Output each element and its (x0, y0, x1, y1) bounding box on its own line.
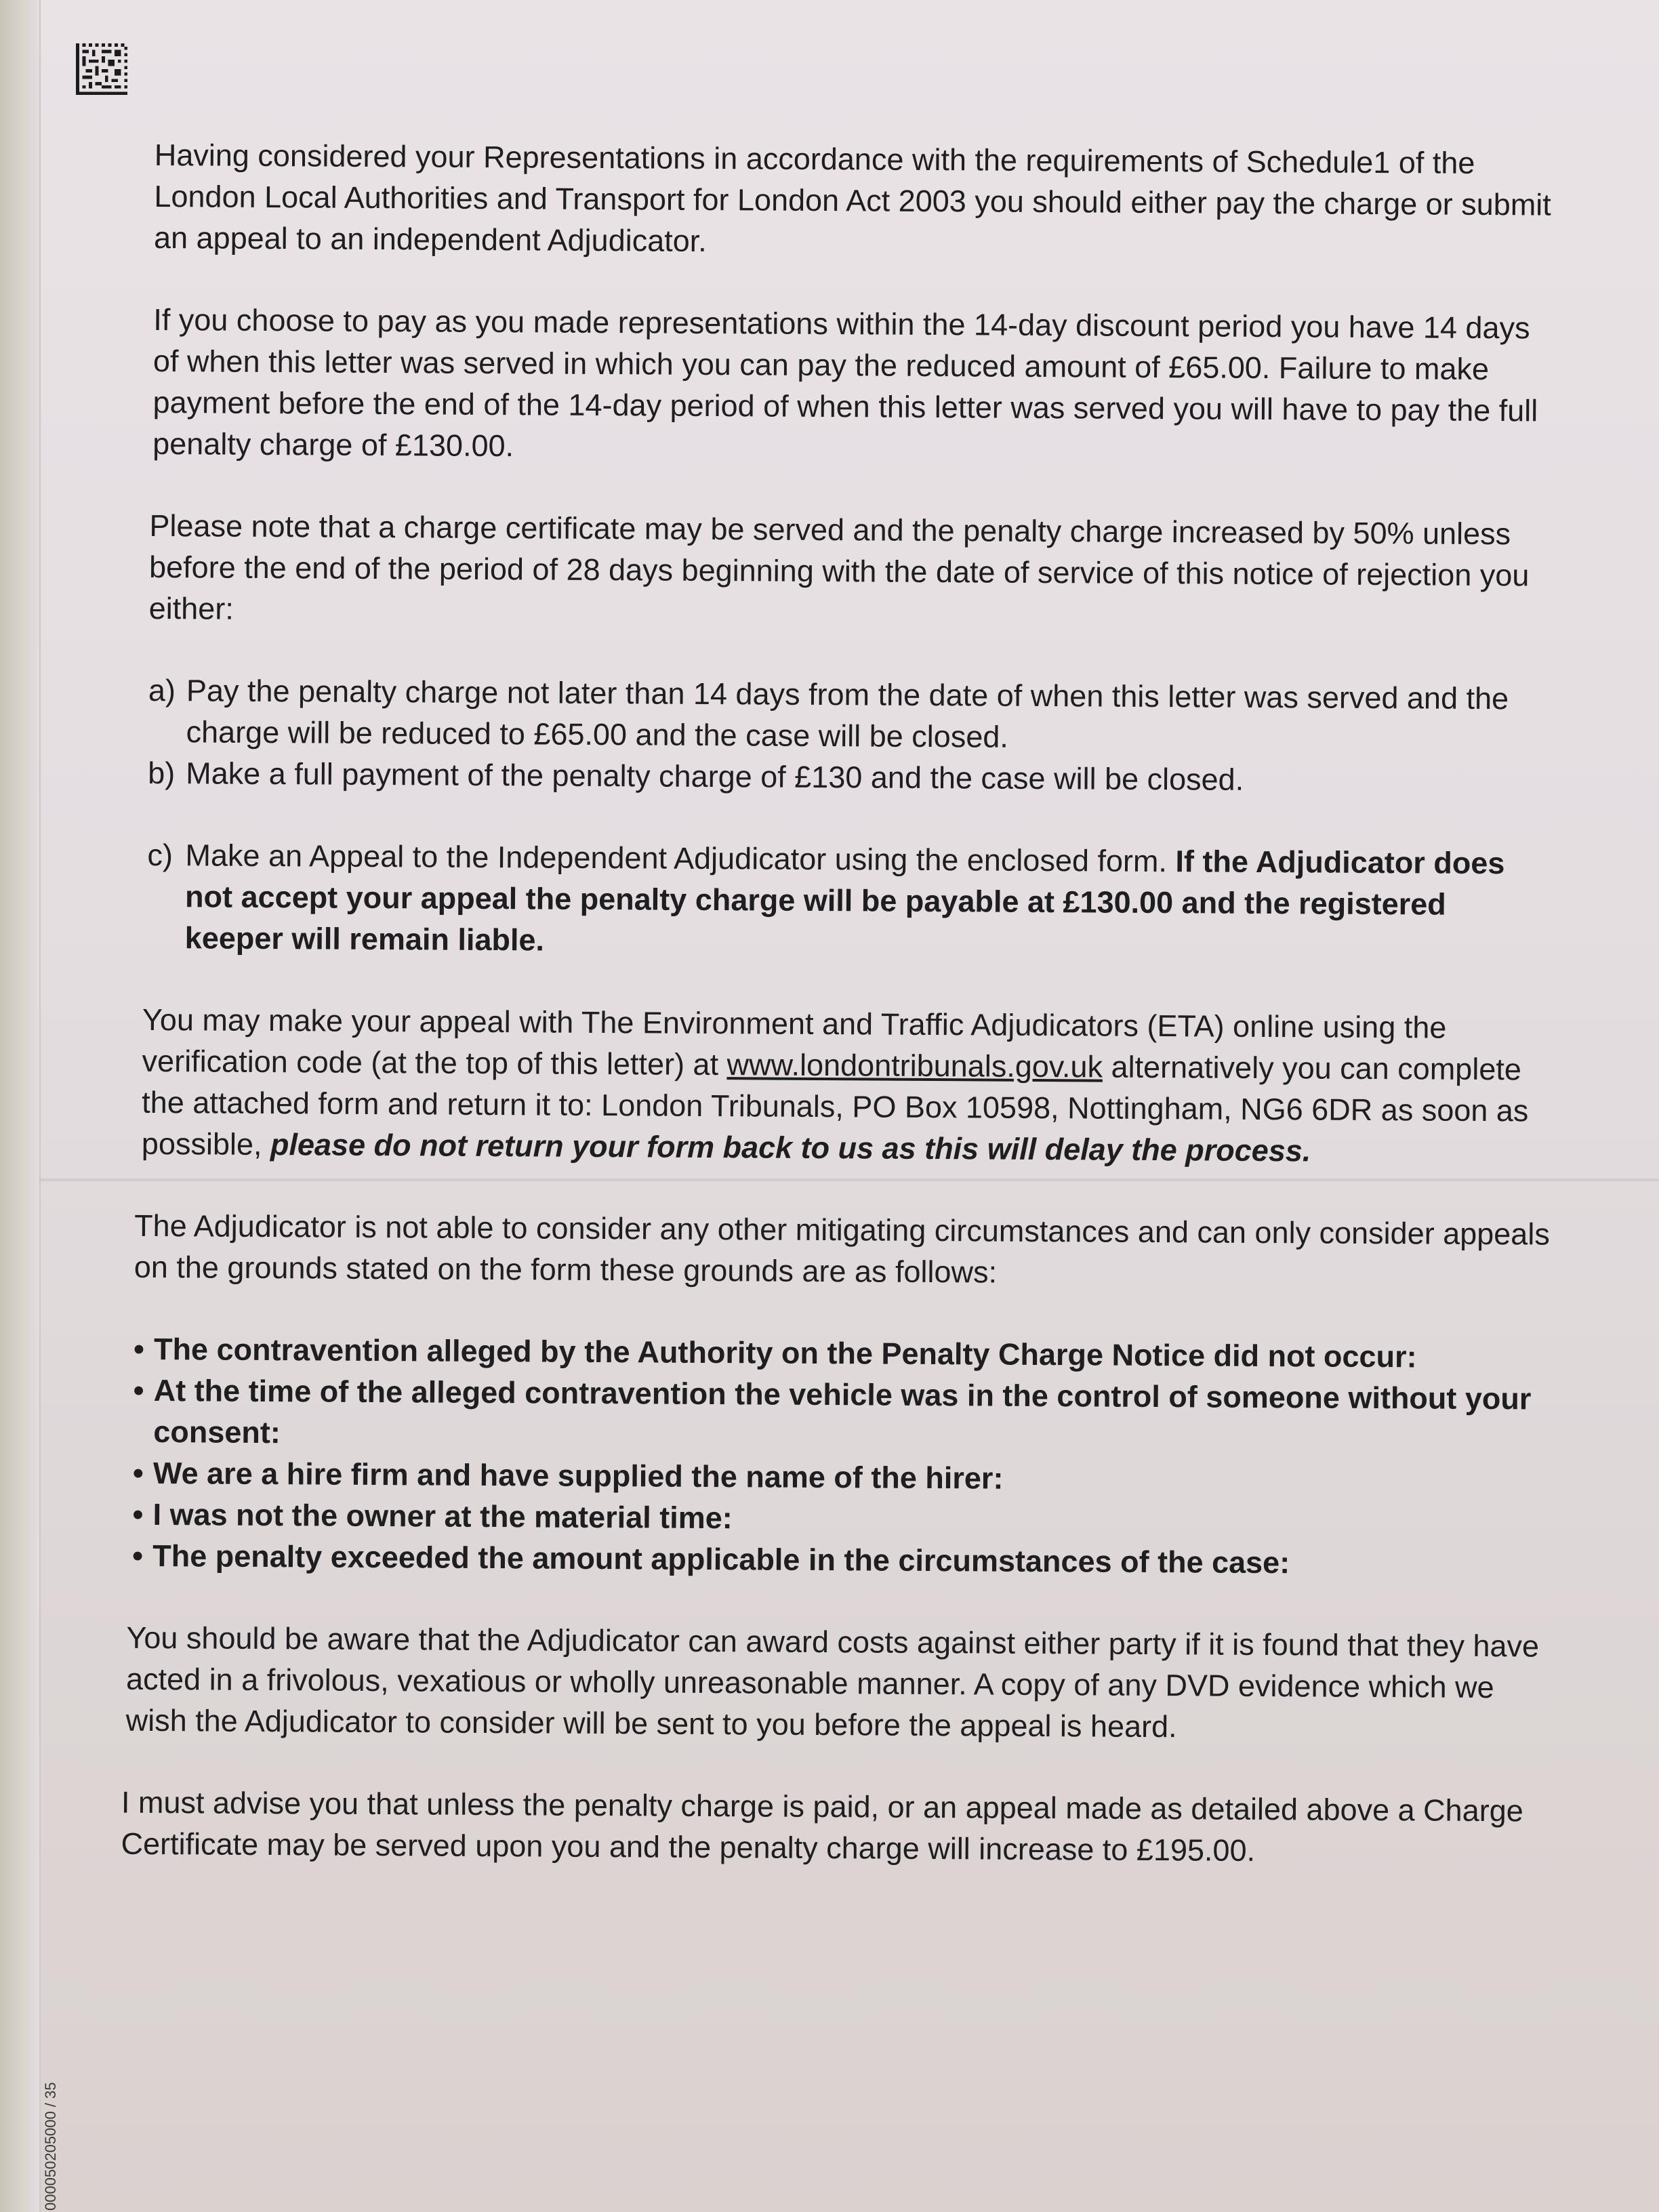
grounds-intro-paragraph: The Adjudicator is not able to consider any other mitigating circumstances and can only consider appeals on the grounds stated on the form these grounds are as follows: (134, 1208, 1550, 1290)
options-list (148, 670, 1554, 802)
grounds-list (132, 1328, 1550, 1585)
ground-text: I was not the owner at the material time: (152, 1497, 733, 1536)
bullet-icon: • (132, 1496, 144, 1532)
letter-body (121, 134, 1557, 1914)
ground-text: We are a hire firm and have supplied the name of the hirer: (152, 1456, 1004, 1496)
option-c-text: Make an Appeal to the Independent Adjudicator using the enclosed form. (185, 838, 1176, 879)
option-marker: b) (148, 755, 176, 791)
page-edge (0, 0, 41, 2212)
option-text (185, 834, 1553, 966)
appeal-instructions-paragraph (142, 999, 1552, 1173)
option-text: Make a full payment of the penalty charge of £130 and the case will be closed. (186, 756, 1244, 797)
tribunals-website-link[interactable]: www.londontribunals.gov.uk (726, 1047, 1103, 1084)
ground-text: The contravention alleged by the Authority on the Penalty Charge Notice did not occur: (153, 1332, 1417, 1374)
intro-paragraph: Having considered your Representations in accordance with the requirements of Schedule1 of the London Local Authorities and Transport for London Act 2003 you should either pay the charge or submit an appeal to an independent Adjudicator. (153, 137, 1551, 258)
do-not-return-warning: please do not return your form back to us as this will delay the process. (270, 1127, 1311, 1168)
payment-paragraph: If you choose to pay as you made representations within the 14-day discount period you have 14 days of when this letter was served in which you can pay the reduced amount of £65.00. Failure to make payment before the end of the 14-day period of when this letter was served you will have to pay the full penalty charge of £130.00. (152, 302, 1538, 464)
ground-text: At the time of the alleged contravention the vehicle was in the control of someone without your consent: (153, 1373, 1532, 1450)
side-reference-number: 000050205000 / 35 (42, 2082, 59, 2211)
datamatrix-barcode (76, 43, 127, 95)
bullet-icon: • (132, 1538, 144, 1573)
option-c (147, 834, 1553, 967)
appeal-text-1: You may make your appeal with The Environment and Traffic Adjudicators (ETA) online using the verification code (at the top of this letter) at (142, 1002, 1447, 1082)
option-text: Pay the penalty charge not later than 14 days from the date of when this letter was served and the charge will be reduced to £65.00 and the case will be closed. (186, 673, 1509, 754)
option-c-block (147, 834, 1553, 967)
bullet-icon: • (133, 1372, 144, 1408)
option-c-bold-warning: If the Adjudicator does not accept your appeal the penalty charge will be payable at £130.00 and the registered keeper will remain liable. (184, 844, 1505, 958)
final-advice-paragraph: I must advise you that unless the penalty charge is paid, or an appeal made as detailed above a Charge Certificate may be served upon you and the penalty charge will increase to £195.00. (121, 1784, 1523, 1868)
option-a (148, 670, 1554, 761)
bullet-icon: • (133, 1331, 144, 1366)
costs-paragraph: You should be aware that the Adjudicator can award costs against either party if it is found that they have acted in a frivolous, vexatious or wholly unreasonable manner. A copy of any DVD evidence which we wish the Adjudicator to consider will be sent to you before the appeal is heard. (125, 1620, 1540, 1744)
list-item (133, 1370, 1550, 1461)
appeal-text-2: alternatively you can complete the attached form and return it to: London Tribunals, PO Box 10598, Nottingham, NG6 6DR as soon as possible, (141, 1049, 1529, 1162)
ground-text: The penalty exceeded the amount applicable in the circumstances of the case: (152, 1538, 1290, 1580)
option-marker: a) (148, 672, 176, 708)
option-b (148, 752, 1553, 802)
charge-certificate-paragraph: Please note that a charge certificate may be served and the penalty charge increased by 50% unless before the end of the period of 28 days beginning with the date of service of this notice of rejection you either: (148, 508, 1530, 626)
list-item (132, 1535, 1549, 1585)
option-marker: c) (147, 837, 173, 873)
bullet-icon: • (132, 1455, 144, 1490)
